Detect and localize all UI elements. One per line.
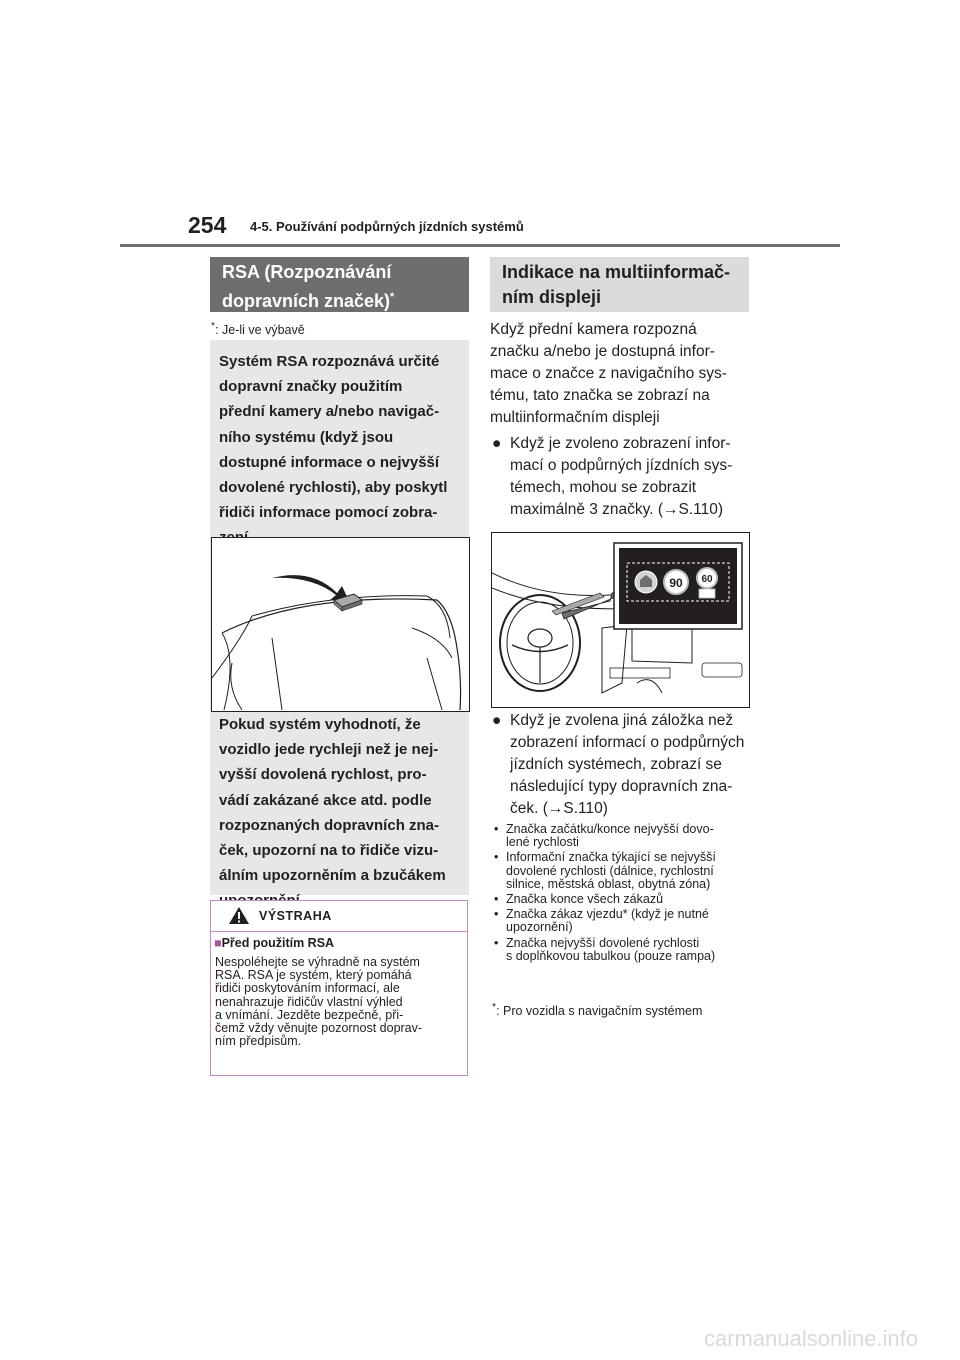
list-item: • Informační značka týkající se nejvyšší dovolené rychlosti (dálnice, rychlostní silnice, městská oblast, obytná zóna) [494,850,716,891]
svg-text:carmanualsonline.info: carmanualsonline.info [704,1326,919,1351]
display-paragraph: Když přední kamera rozpozná značku a/nebo je dostupná infor- mace o značce z navigačního sys- tému, tato značka se zobrazí na multiinformačním displeji [490,321,727,426]
section-title-display [490,257,749,312]
caution-title: VÝSTRAHA [259,909,332,923]
list-item: • Značka začátku/konce nejvyšší dovo- lené rychlosti [494,822,714,850]
section-title-line1: RSA (Rozpoznávání [222,262,392,282]
chapter-title: 4-5. Používání podpůrných jízdních systémů [250,219,524,234]
header-rule [120,244,840,247]
bullet-dot-icon: ● [492,435,502,452]
caution-subtitle: ■Před použitím RSA [214,936,335,950]
list-item: • Značka konce všech zákazů [494,892,664,907]
caution-text: Nespoléhejte se výhradně na systém RSA. RSA je systém, který pomáhá řidiči poskytováním informací, ale nenahrazuje řidičův vlastní výhled a vnímání. Jezděte bezpečně, při- čemž vždy věnujte pozornost doprav- ním předpisům. [215,955,423,1049]
warning-paragraph: Pokud systém vyhodnotí, že vozidlo jede rychleji než je nej- vyšší dovolená rychlost, pro- vádí zakázané akce atd. podle rozpoznaných dopravních zna- ček, upozorní na to řidiče vizu- álním upozorněním a bzučákem [219,716,446,885]
windshield-camera-illustration [211,537,470,712]
section-title-line2: ním displeji [502,287,602,307]
footnote-navigation: *: Pro vozidla s navigačním systémem [492,1002,703,1019]
display-sign-90: 90 [669,576,683,590]
warning-triangle-icon [228,906,250,925]
list-item: • Značka nejvyšší dovolené rychlosti s doplňkovou tabulkou (pouze rampa) [494,935,716,963]
section-title-line1: Indikace na multiinformač- [502,262,731,282]
watermark-logo [704,1321,954,1360]
footnote-equipment: *: Je-li ve výbavě [211,321,305,338]
section-title-line2: dopravních značek)* [222,291,395,311]
intro-paragraph: Systém RSA rozpoznává určité dopravní značky použitím přední kamery a/nebo navigač- ního systému (když jsou dostupné informace o nejvyšší dovolené rychlosti), aby poskytl řidiči informace pomocí zobra- [219,353,448,522]
dashboard-display-illustration [491,532,750,708]
bullet-dot-icon: ● [492,712,502,729]
page-number: 254 [188,212,227,238]
section-title-rsa [210,257,469,312]
list-item: • Značka zákaz vjezdu* (když je nutné upozornění) [494,907,709,935]
caution-header [211,901,467,932]
sign-types-list [492,823,754,965]
caution-box [210,900,468,1076]
display-sign-60: 60 [701,574,713,585]
